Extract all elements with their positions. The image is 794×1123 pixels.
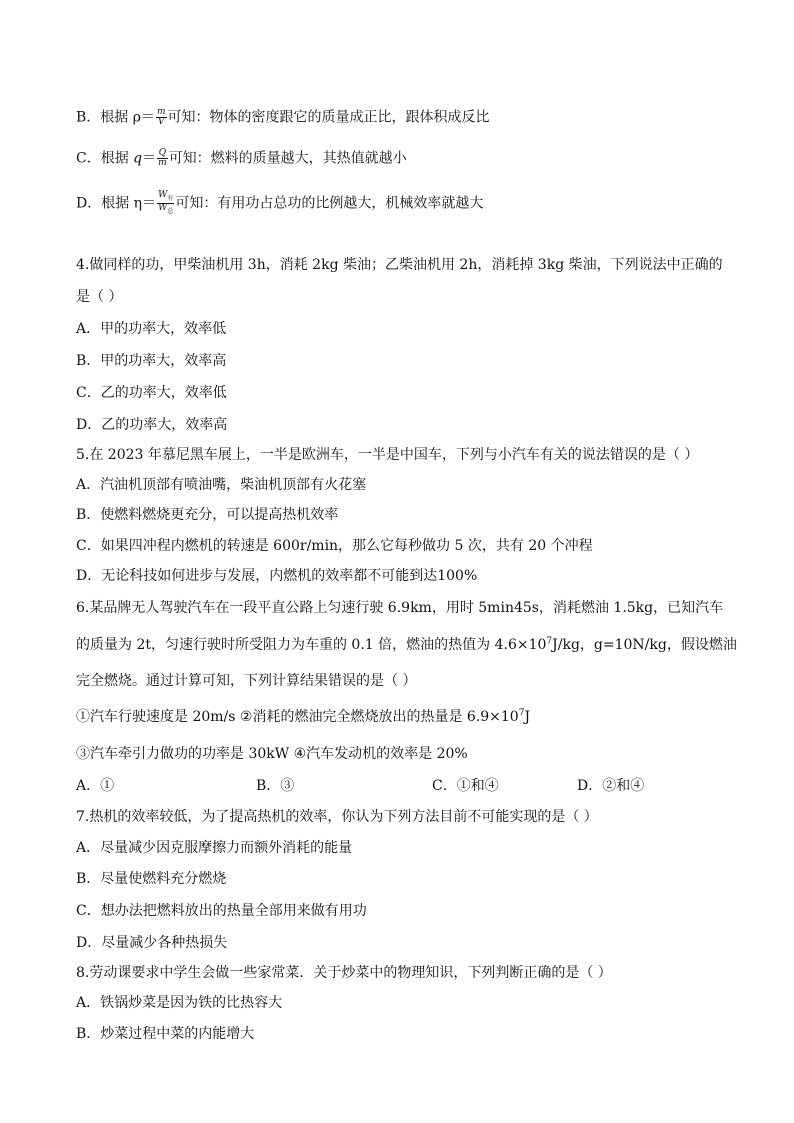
stem-text: J/kg，g=10N/kg，假设燃油 (552, 637, 737, 653)
fraction-denominator: m (158, 158, 167, 168)
q5-option-a: A．汽油机顶部有喷油嘴，柴油机顶部有火花塞 (76, 477, 367, 493)
q6-stem-cont (76, 636, 737, 654)
subscript-total: 总 (167, 207, 174, 215)
option-text: 可知：物体的密度跟它的质量成正比，跟体积成反比 (167, 109, 490, 126)
q3-option-d (76, 191, 483, 216)
option-text: 可知：有用功占总功的比例越大，机械效率就越大 (175, 195, 484, 212)
q7-option-d: D．尽量减少各种热损失 (76, 935, 228, 951)
q7-option-c: C．想办法把燃料放出的热量全部用来做有用功 (76, 903, 367, 919)
q4-stem-cont: 是（ ） (76, 289, 123, 305)
q5-option-c: C．如果四冲程内燃机的转速是 600r/min，那么它每秒做功 5 次，共有 20 个冲程 (76, 538, 593, 554)
q4-option-c: C．乙的功率大，效率低 (76, 385, 227, 401)
q5-option-d: D．无论科技如何进步与发展，内燃机的效率都不可能到达100% (76, 568, 478, 584)
q3-option-b (76, 108, 490, 127)
q6-stem: 6.某品牌无人驾驶汽车在一段平直公路上匀速行驶 6.9km，用时 5min45s，消耗燃油 1.5kg，已知汽车 (76, 600, 724, 616)
q6-option-a: A．① (76, 778, 115, 794)
statement-text: ①汽车行驶速度是 20m/s ②消耗的燃油完全燃烧放出的热量是 6.9×10 (76, 709, 519, 725)
q6-option-b: B．③ (256, 778, 295, 794)
fraction-q-over-m (157, 149, 168, 168)
statement-text: J (524, 709, 531, 725)
fraction-numerator: m (156, 107, 166, 117)
equals-sign: ＝ (142, 150, 157, 167)
q7-stem: 7.热机的效率较低，为了提高热机的效率，你认为下列方法目前不可能实现的是（ ） (76, 809, 598, 825)
q4-option-b: B．甲的功率大，效率高 (76, 353, 227, 369)
q3-option-c (76, 149, 407, 168)
q6-statements-1-2 (76, 708, 530, 726)
q6-option-d: D．②和④ (577, 778, 645, 794)
fraction-denominator: V (157, 117, 165, 127)
w-symbol: W (158, 202, 168, 213)
option-text: 可知：燃料的质量越大，其热值就越小 (168, 150, 407, 167)
fraction-denominator (157, 204, 174, 216)
q8-option-a: A．铁锅炒菜是因为铁的比热容大 (76, 995, 283, 1011)
fraction-numerator: Q (158, 148, 167, 158)
q4-option-d: D．乙的功率大，效率高 (76, 417, 228, 433)
subscript-useful: 有 (167, 194, 174, 202)
q5-option-b: B．使燃料燃烧更充分，可以提高热机效率 (76, 507, 339, 523)
q5-stem: 5.在 2023 年慕尼黑车展上，一半是欧洲车，一半是中国车，下列与小汽车有关的说法错误的是（ ） (76, 447, 699, 463)
option-text: C．根据 (76, 150, 134, 167)
fraction-m-over-v (156, 108, 167, 127)
stem-text: 的质量为 2t，匀速行驶时所受阻力为车重的 0.1 倍，燃油的热值为 4.6×10 (76, 637, 547, 653)
q4-stem: 4.做同样的功，甲柴油机用 3h，消耗 2kg 柴油；乙柴油机用 2h，消耗掉 3kg 柴油，下列说法中正确的 (76, 257, 723, 273)
variable-q: q (133, 150, 143, 167)
q7-option-a: A．尽量减少因克服摩擦力而额外消耗的能量 (76, 840, 353, 856)
q8-stem: 8.劳动课要求中学生会做一些家常菜．关于炒菜中的物理知识，下列判断正确的是（ ） (76, 965, 612, 981)
q4-option-a: A．甲的功率大，效率低 (76, 321, 227, 337)
q7-option-b: B．尽量使燃料充分燃烧 (76, 871, 227, 887)
fraction-w-useful-over-w-total (157, 191, 174, 216)
q6-stem-end: 完全燃烧。通过计算可知，下列计算结果错误的是（ ） (76, 673, 417, 689)
q6-statements-3-4: ③汽车牵引力做功的功率是 30kW ④汽车发动机的效率是 20% (76, 746, 468, 762)
exponent: 7 (546, 636, 553, 647)
option-text: B．根据 ρ＝ (76, 109, 155, 126)
q6-option-c: C．①和④ (432, 778, 499, 794)
exponent: 7 (518, 708, 525, 719)
q8-option-b: B．炒菜过程中菜的内能增大 (76, 1026, 255, 1042)
option-text: D．根据 η＝ (76, 195, 157, 212)
w-symbol: W (158, 190, 168, 200)
